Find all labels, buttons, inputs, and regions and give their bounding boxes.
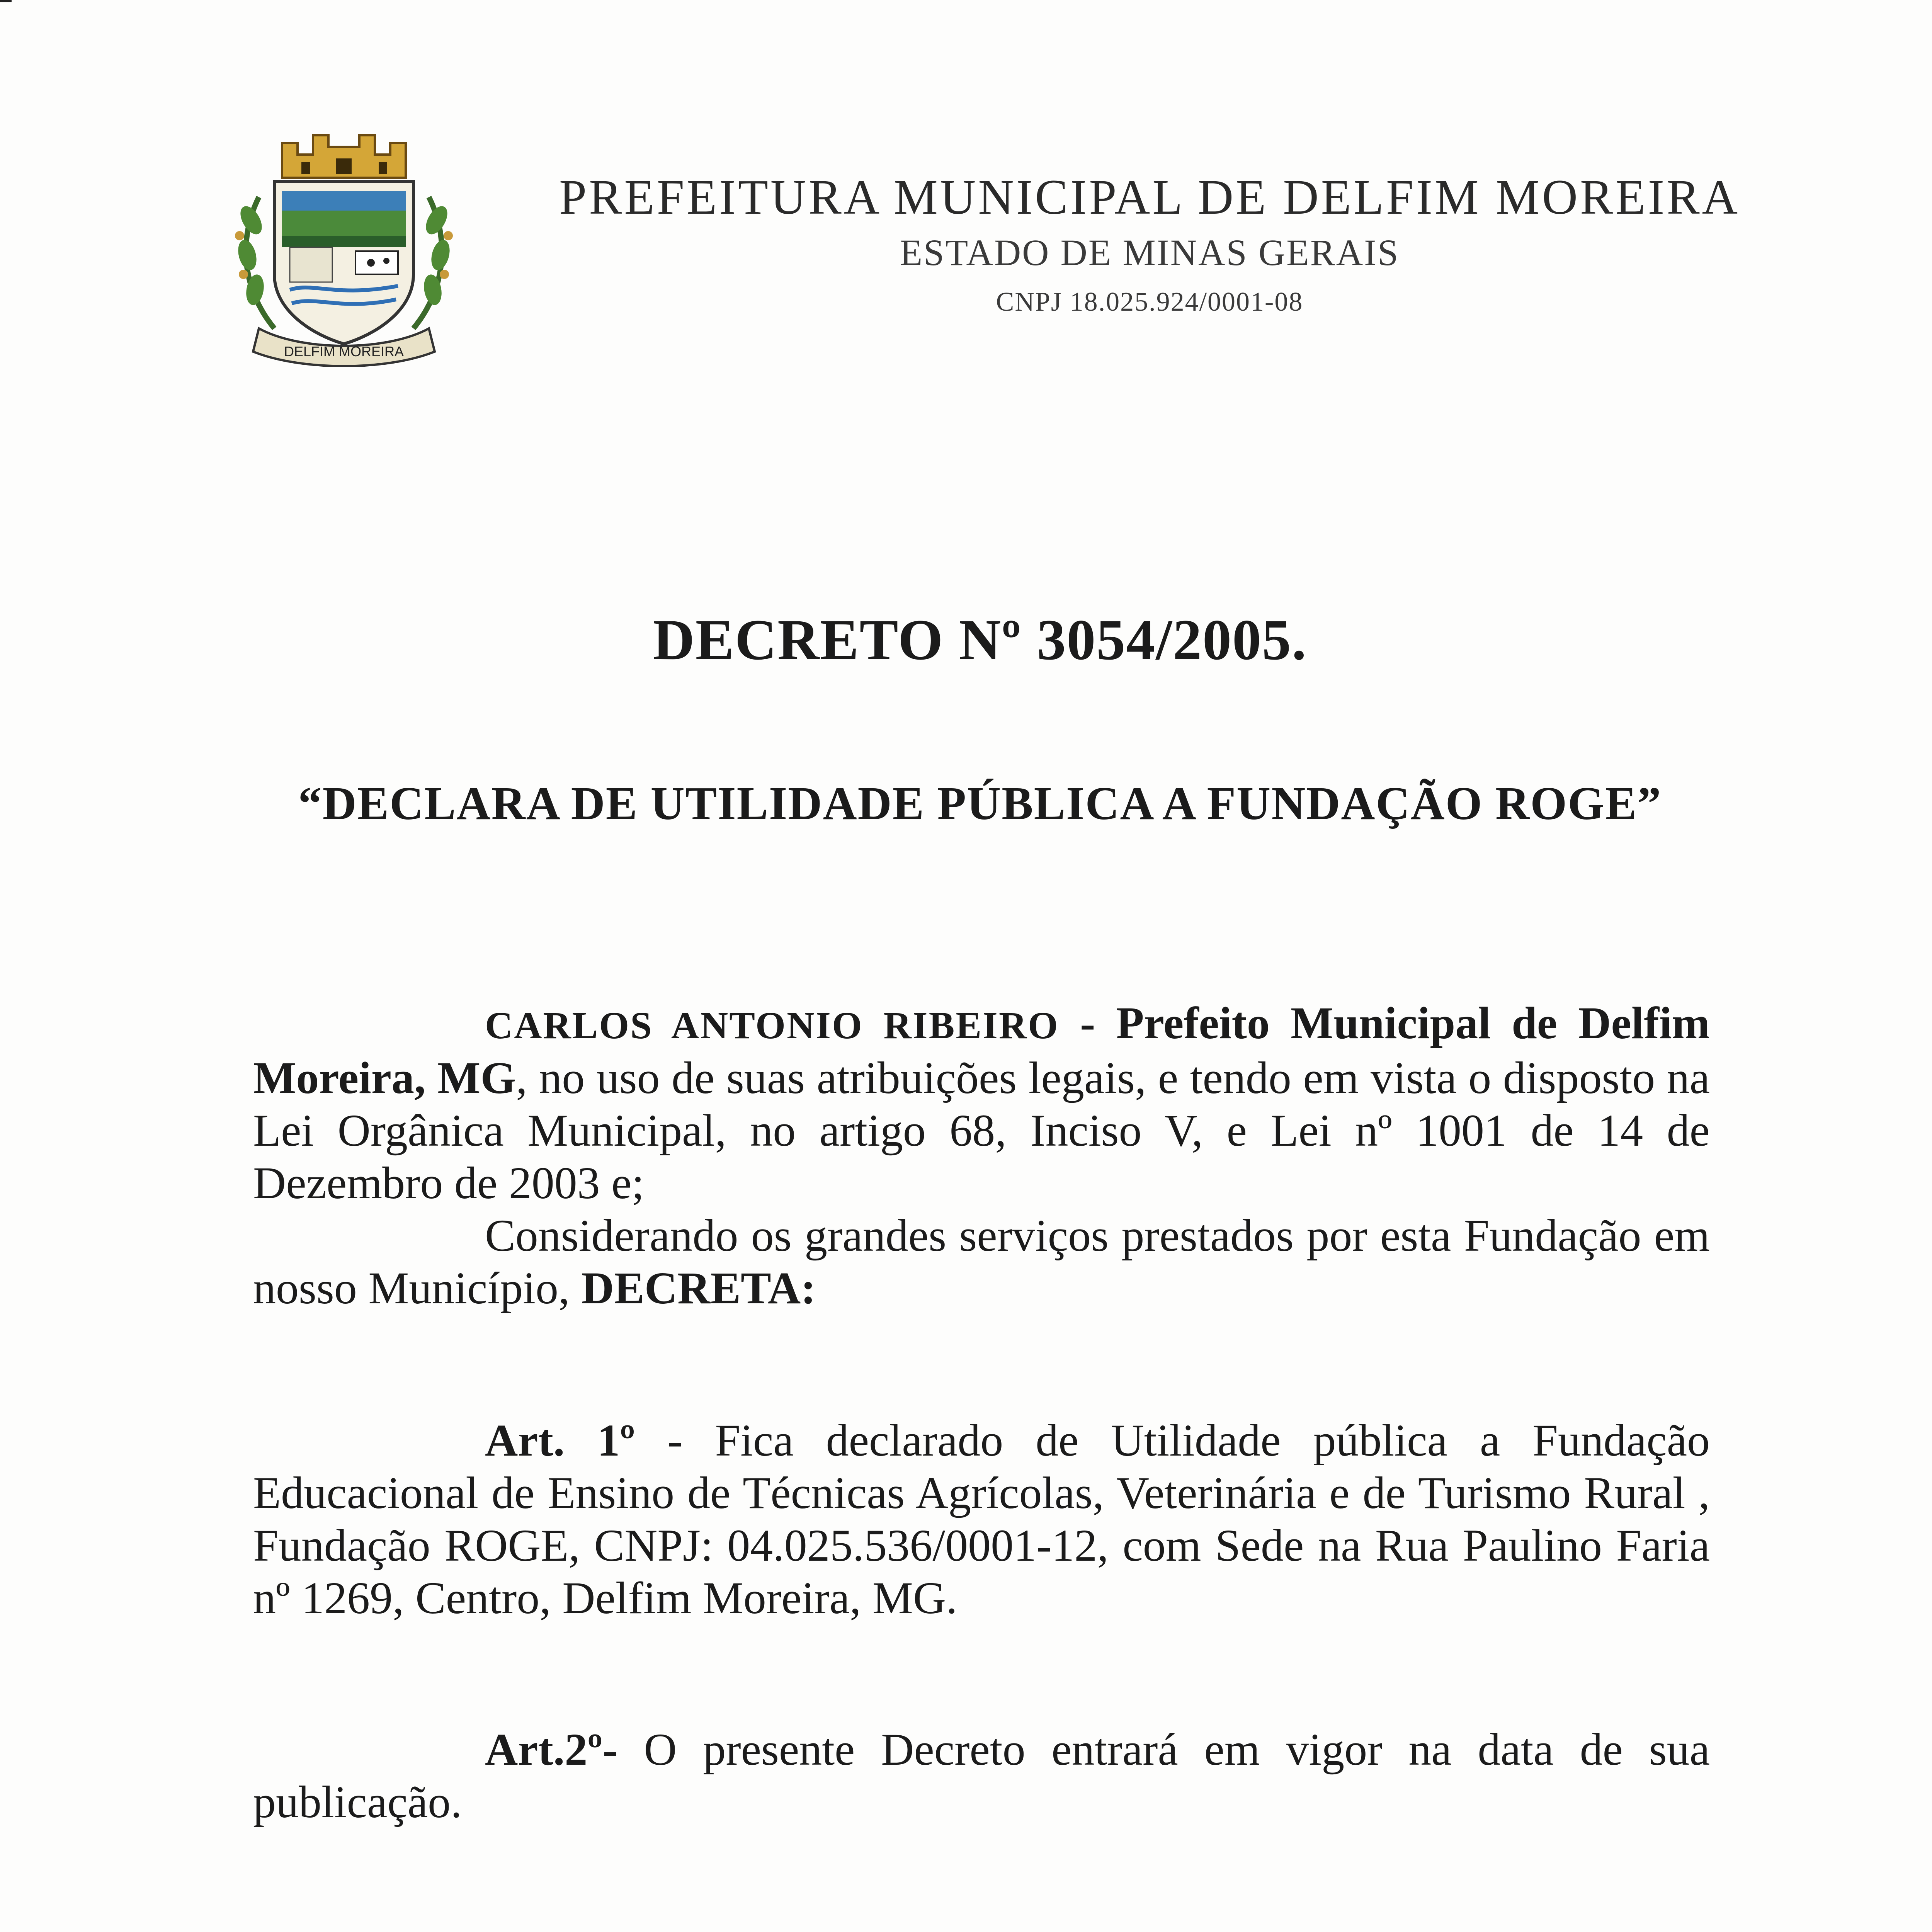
- cnpj-number: CNPJ 18.025.924/0001-08: [996, 287, 1303, 317]
- crest-ribbon-text: DELFIM MOREIRA: [284, 344, 404, 359]
- article-1-label: Art. 1º: [485, 1415, 635, 1466]
- article-2-label: Art.2º-: [485, 1724, 618, 1775]
- mayor-name: CARLOS ANTONIO RIBEIRO: [485, 1004, 1059, 1047]
- letterhead: [541, 170, 1758, 318]
- preamble-dash: -: [1059, 998, 1116, 1048]
- article-1: [253, 1414, 1710, 1624]
- decreta-word: DECRETA:: [581, 1263, 816, 1313]
- municipality-name: PREFEITURA MUNICIPAL DE DELFIM MOREIRA: [559, 170, 1740, 224]
- article-2: [253, 1723, 1710, 1828]
- decree-title: DECRETO Nº 3054/2005.: [653, 608, 1307, 672]
- preamble-text: , no uso de suas atribuições legais, e tendo em vista o disposto na Lei Orgânica Municipal, no artigo 68, Inciso V, e Lei nº 1001 de 14 de Dezembro de 2003 e;: [253, 1053, 1710, 1208]
- mayor-role: Prefeito Municipal de Delfim Moreira, MG: [253, 998, 1710, 1103]
- state-name: ESTADO DE MINAS GERAIS: [900, 231, 1400, 273]
- article-2-text: O presente Decreto entrará em vigor na data de sua publicação.: [253, 1724, 1710, 1827]
- decree-subtitle: “DECLARA DE UTILIDADE PÚBLICA A FUNDAÇÃO ROGE”: [298, 777, 1662, 830]
- scan-corner-mark: [0, 0, 12, 2]
- article-1-text: - Fica declarado de Utilidade pública a Fundação Educacional de Ensino de Técnicas Agrícolas, Veterinária e de Turismo Rural , Fundação ROGE, CNPJ: 04.025.536/0001-12, com Sede na Rua Paulino Faria nº 1269, Centro, Delfim Moreira, MG.: [253, 1415, 1710, 1623]
- coat-of-arms-icon: [224, 120, 464, 367]
- considering-text: Considerando os grandes serviços prestados por esta Fundação em nosso Município,: [253, 1210, 1710, 1313]
- preamble: [253, 997, 1710, 1315]
